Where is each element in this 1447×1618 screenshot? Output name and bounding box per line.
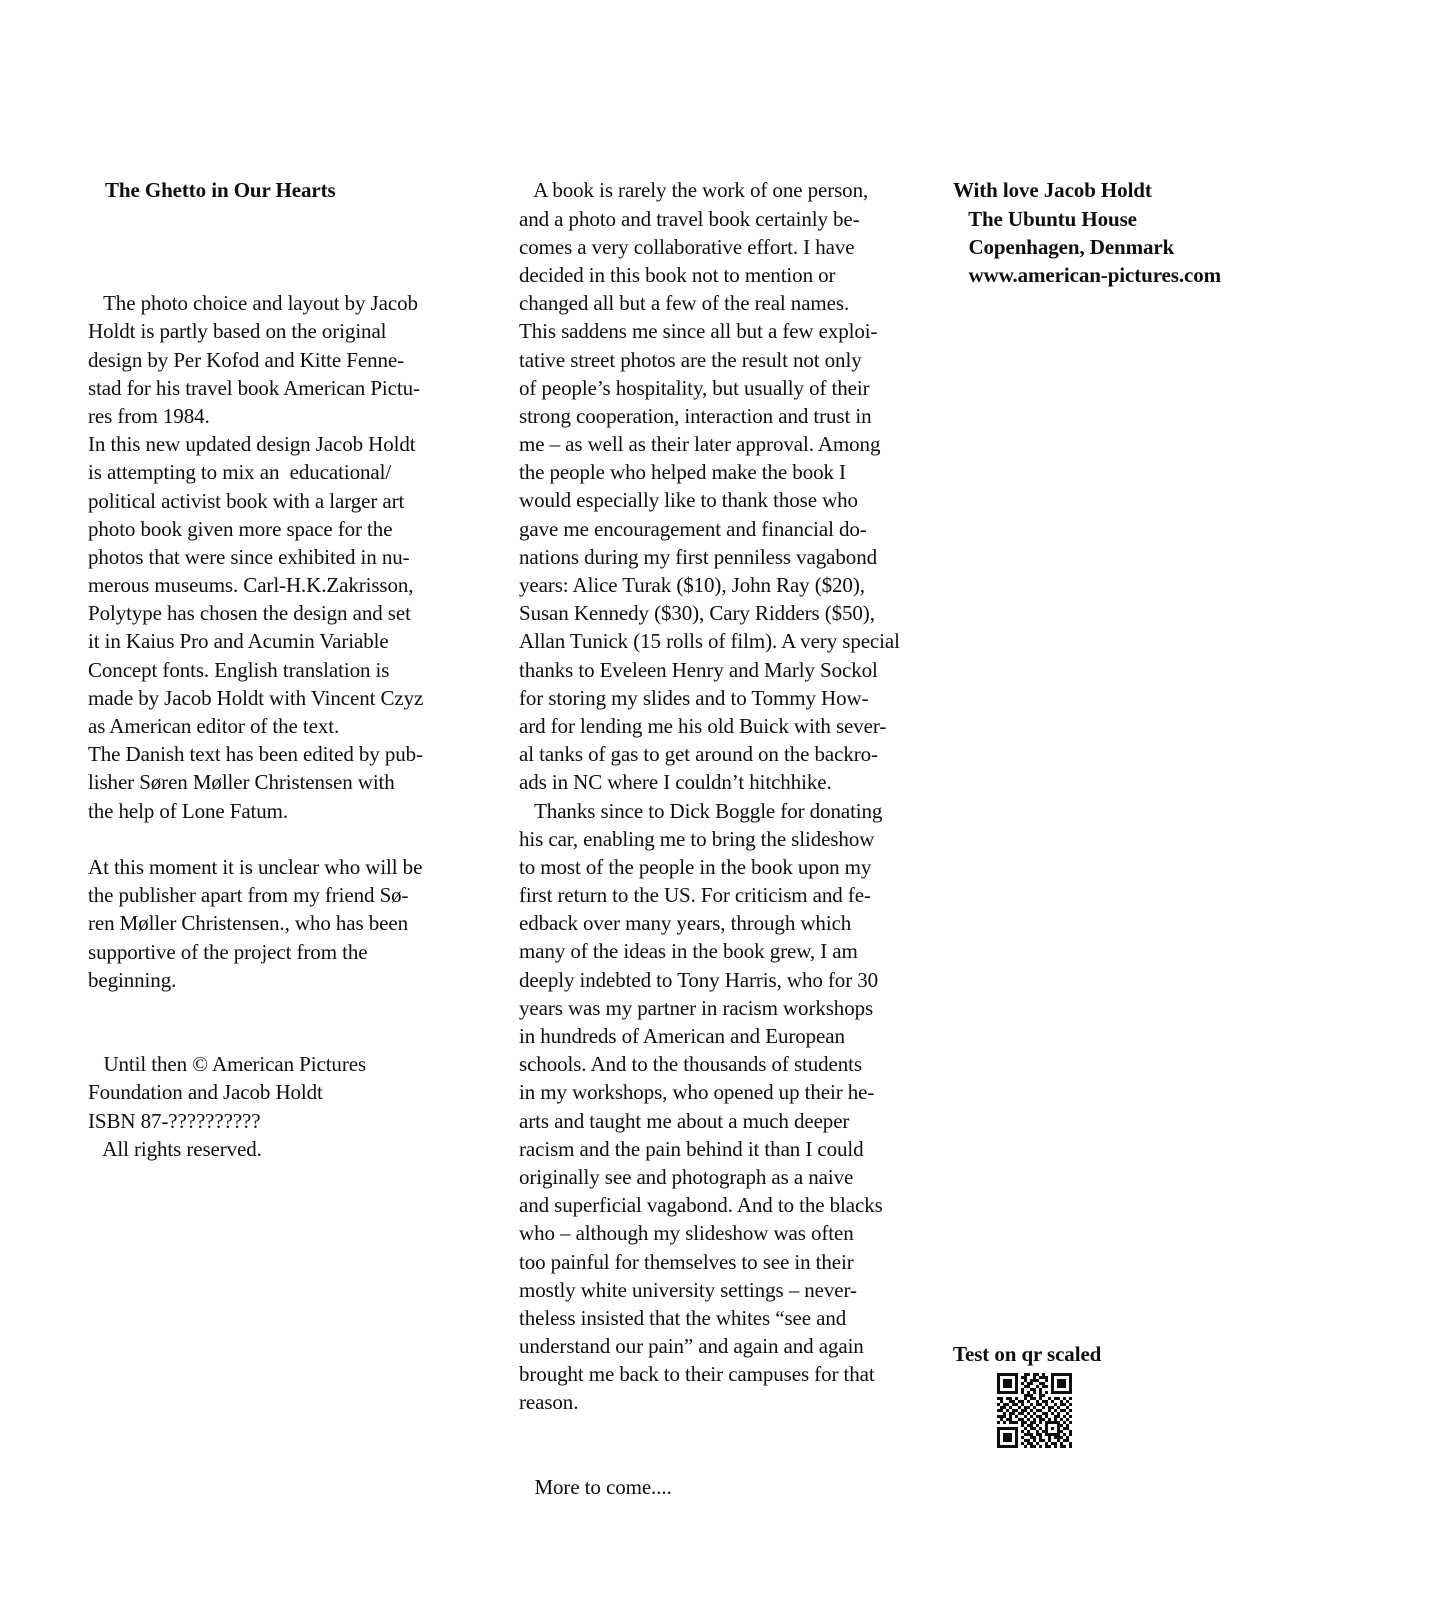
text-line: to most of the people in the book upon my (519, 854, 872, 879)
text-line: mostly white university settings – never- (519, 1277, 857, 1302)
text-line: would especially like to thank those who (519, 488, 858, 513)
text-line: his car, enabling me to bring the slideshow (519, 826, 875, 851)
text-line: supportive of the project from the (88, 939, 368, 964)
text-line: years: Alice Turak ($10), John Ray ($20), (519, 573, 865, 598)
text-line: me – as well as their later approval. Among (519, 432, 881, 457)
text-line: ard for lending me his old Buick with sever- (519, 713, 887, 738)
text-line: in my workshops, who opened up their he- (519, 1080, 875, 1105)
text-line: too painful for themselves to see in their (519, 1249, 854, 1274)
text-line: Concept fonts. English translation is (88, 657, 390, 682)
text-line: gave me encouragement and financial do- (519, 516, 867, 541)
text-line: photo book given more space for the (88, 516, 393, 541)
text-line: ISBN 87-?????????? (88, 1108, 261, 1133)
contact-lines (953, 176, 1283, 289)
text-line (88, 825, 466, 853)
text-line: A book is rarely the work of one person, (519, 178, 869, 203)
text-line: first return to the US. For criticism and fe- (519, 883, 871, 908)
text-line: This saddens me since all but a few exploi- (519, 319, 878, 344)
text-line: At this moment it is unclear who will be (88, 854, 423, 879)
text-line (88, 994, 466, 1022)
right-column-contact (953, 120, 1283, 346)
text-line: Susan Kennedy ($30), Cary Ridders ($50), (519, 601, 875, 626)
text-line: years was my partner in racism workshops (519, 995, 874, 1020)
text-line: the people who helped make the book I (519, 460, 846, 485)
text-line: nations during my first penniless vagabond (519, 544, 877, 569)
text-line: arts and taught me about a much deeper (519, 1108, 850, 1133)
text-line: tative street photos are the result not only (519, 347, 862, 372)
text-line: Thanks since to Dick Boggle for donating (519, 798, 883, 823)
text-line: the help of Lone Fatum. (88, 798, 289, 823)
text-line: Copenhagen, Denmark (953, 234, 1175, 259)
text-line: who – although my slideshow was often (519, 1221, 854, 1246)
section-title: The Ghetto in Our Hearts (105, 178, 336, 203)
text-line: deeply indebted to Tony Harris, who for 30 (519, 967, 879, 992)
text-line: Foundation and Jacob Holdt (88, 1080, 323, 1105)
text-line: beginning. (88, 967, 177, 992)
text-line (519, 1445, 919, 1473)
text-line: theless insisted that the whites “see and (519, 1305, 847, 1330)
text-line: decided in this book not to mention or (519, 262, 836, 287)
qr-code (997, 1373, 1072, 1448)
text-line: al tanks of gas to get around on the backro- (519, 742, 878, 767)
text-line: changed all but a few of the real names. (519, 291, 850, 316)
left-column (88, 120, 466, 1219)
text-line: many of the ideas in the book grew, I am (519, 939, 858, 964)
text-line: www.american-pictures.com (953, 262, 1222, 287)
text-line: The Ubuntu House (953, 206, 1137, 231)
text-line: comes a very collaborative effort. I have (519, 234, 855, 259)
text-line: for storing my slides and to Tommy How- (519, 685, 869, 710)
text-line: and superficial vagabond. And to the blacks (519, 1193, 883, 1218)
text-line: originally see and photograph as a naive (519, 1164, 854, 1189)
text-line: strong cooperation, interaction and trust in (519, 403, 872, 428)
text-line: The photo choice and layout by Jacob (88, 291, 418, 316)
text-line: With love Jacob Holdt (953, 178, 1152, 203)
text-line: thanks to Eveleen Henry and Marly Sockol (519, 657, 878, 682)
text-line: res from 1984. (88, 403, 210, 428)
text-line: edback over many years, through which (519, 911, 852, 936)
text-line: in hundreds of American and European (519, 1024, 845, 1049)
text-line (88, 1022, 466, 1050)
text-line: reason. (519, 1390, 579, 1415)
text-line: Until then © American Pictures (88, 1052, 367, 1077)
text-line: lisher Søren Møller Christensen with (88, 770, 395, 795)
text-line: stad for his travel book American Pictu- (88, 375, 420, 400)
text-line: as American editor of the text. (88, 714, 340, 738)
text-line: photos that were since exhibited in nu- (88, 544, 410, 569)
text-line: The Danish text has been edited by pub- (88, 742, 423, 767)
qr-caption: Test on qr scaled (953, 1342, 1102, 1366)
text-line: All rights reserved. (88, 1136, 262, 1161)
text-line: ren Møller Christensen., who has been (88, 911, 408, 936)
text-line (519, 1417, 919, 1445)
text-line: understand our pain” and again and again (519, 1334, 864, 1359)
text-line: racism and the pain behind it than I could (519, 1136, 864, 1161)
text-line: Allan Tunick (15 rolls of film). A very special (519, 629, 900, 654)
text-line: political activist book with a larger art (88, 488, 405, 513)
middle-column-lines (519, 176, 919, 1501)
text-line: More to come.... (519, 1475, 672, 1500)
text-line: the publisher apart from my friend Sø- (88, 883, 409, 908)
text-line: design by Per Kofod and Kitte Fenne- (88, 347, 405, 372)
text-line: In this new updated design Jacob Holdt (88, 432, 416, 457)
text-line: made by Jacob Holdt with Vincent Czyz (88, 685, 424, 710)
text-line: and a photo and travel book certainly be- (519, 206, 860, 231)
text-line: of people’s hospitality, but usually of their (519, 375, 870, 400)
qr-section (953, 1340, 1101, 1448)
left-column-lines (88, 289, 466, 1163)
text-line: merous museums. Carl-H.K.Zakrisson, (88, 573, 414, 598)
text-line: schools. And to the thousands of students (519, 1052, 862, 1077)
text-line: Holdt is partly based on the original (88, 319, 387, 344)
text-line: it in Kaius Pro and Acumin Variable (88, 629, 389, 654)
text-line: Polytype has chosen the design and set (88, 601, 411, 626)
text-line: brought me back to their campuses for that (519, 1362, 875, 1387)
middle-column (519, 120, 919, 1558)
text-line: ads in NC where I couldn’t hitchhike. (519, 770, 832, 795)
text-line: is attempting to mix an educational/ (88, 460, 392, 485)
